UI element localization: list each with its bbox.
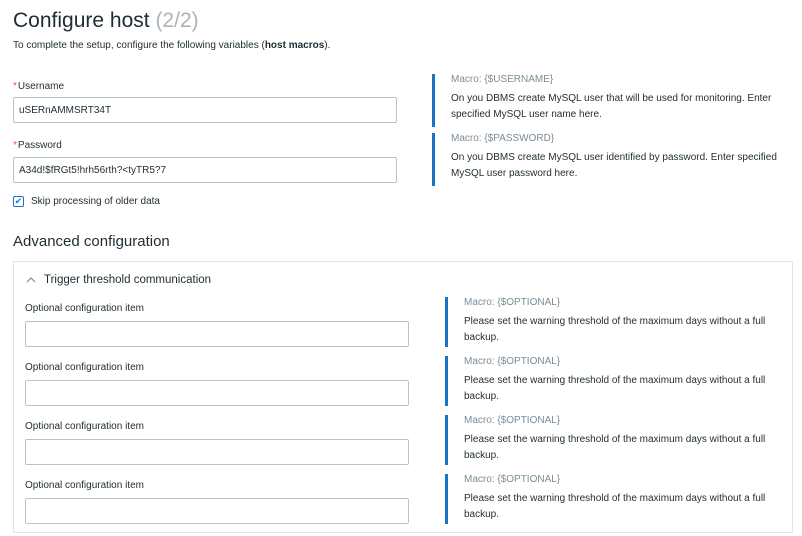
required-marker: *: [13, 140, 17, 151]
username-macro-info: [432, 74, 792, 127]
skip-older-data-label: Skip processing of older data: [31, 196, 160, 207]
username-input[interactable]: [13, 97, 397, 123]
optional-macro-name: Macro: {$OPTIONAL}: [464, 474, 561, 485]
optional-macro-description: Please set the warning threshold of the maximum days without a full backup.: [464, 375, 766, 402]
username-macro-description: On you DBMS create MySQL user that will be used for monitoring. Enter specified MySQL user name here.: [451, 93, 772, 120]
page-title: [13, 9, 199, 33]
optional-item-input[interactable]: [25, 439, 409, 465]
password-macro-description: On you DBMS create MySQL user identified by password. Enter specified MySQL user password here.: [451, 152, 777, 179]
optional-item-label: Optional configuration item: [25, 421, 144, 432]
optional-item-input[interactable]: [25, 321, 409, 347]
skip-older-data-row[interactable]: [13, 196, 160, 207]
trigger-threshold-title: Trigger threshold communication: [44, 274, 212, 286]
page-title-text: Configure host: [13, 9, 150, 32]
password-label-text: Password: [17, 140, 62, 151]
optional-macro-name: Macro: {$OPTIONAL}: [464, 415, 561, 426]
optional-macro-name: Macro: {$OPTIONAL}: [464, 297, 561, 308]
intro-prefix: To complete the setup, configure the following variables (: [13, 40, 265, 51]
required-marker: *: [13, 81, 17, 92]
optional-macro-info: [445, 415, 785, 465]
optional-macro-description: Please set the warning threshold of the maximum days without a full backup.: [464, 434, 766, 461]
optional-macro-description: Please set the warning threshold of the maximum days without a full backup.: [464, 493, 766, 520]
chevron-up-icon: [26, 275, 38, 285]
optional-item-label: Optional configuration item: [25, 303, 144, 314]
optional-macro-info: [445, 474, 785, 524]
optional-item-label: Optional configuration item: [25, 362, 144, 373]
trigger-threshold-toggle[interactable]: [26, 274, 211, 286]
optional-macro-description: Please set the warning threshold of the maximum days without a full backup.: [464, 316, 766, 343]
check-icon: ✔: [14, 196, 23, 206]
username-label: [13, 81, 64, 92]
advanced-configuration-title: Advanced configuration: [13, 233, 170, 250]
username-label-text: Username: [17, 81, 65, 92]
password-label: [13, 140, 62, 151]
advanced-configuration-panel: [13, 261, 793, 533]
username-macro-name: Macro: {$USERNAME}: [451, 74, 554, 85]
skip-older-data-checkbox[interactable]: [13, 196, 24, 207]
intro-suffix: ).: [324, 40, 331, 51]
step-indicator: (2/2): [155, 9, 199, 32]
password-input[interactable]: [13, 157, 397, 183]
password-macro-name: Macro: {$PASSWORD}: [451, 133, 555, 144]
intro-bold: host macros: [264, 40, 325, 51]
optional-macro-name: Macro: {$OPTIONAL}: [464, 356, 561, 367]
optional-macro-info: [445, 356, 785, 406]
optional-item-label: Optional configuration item: [25, 480, 144, 491]
optional-macro-info: [445, 297, 785, 347]
intro-text: [13, 40, 330, 51]
optional-item-input[interactable]: [25, 380, 409, 406]
optional-item-input[interactable]: [25, 498, 409, 524]
password-macro-info: [432, 133, 792, 186]
